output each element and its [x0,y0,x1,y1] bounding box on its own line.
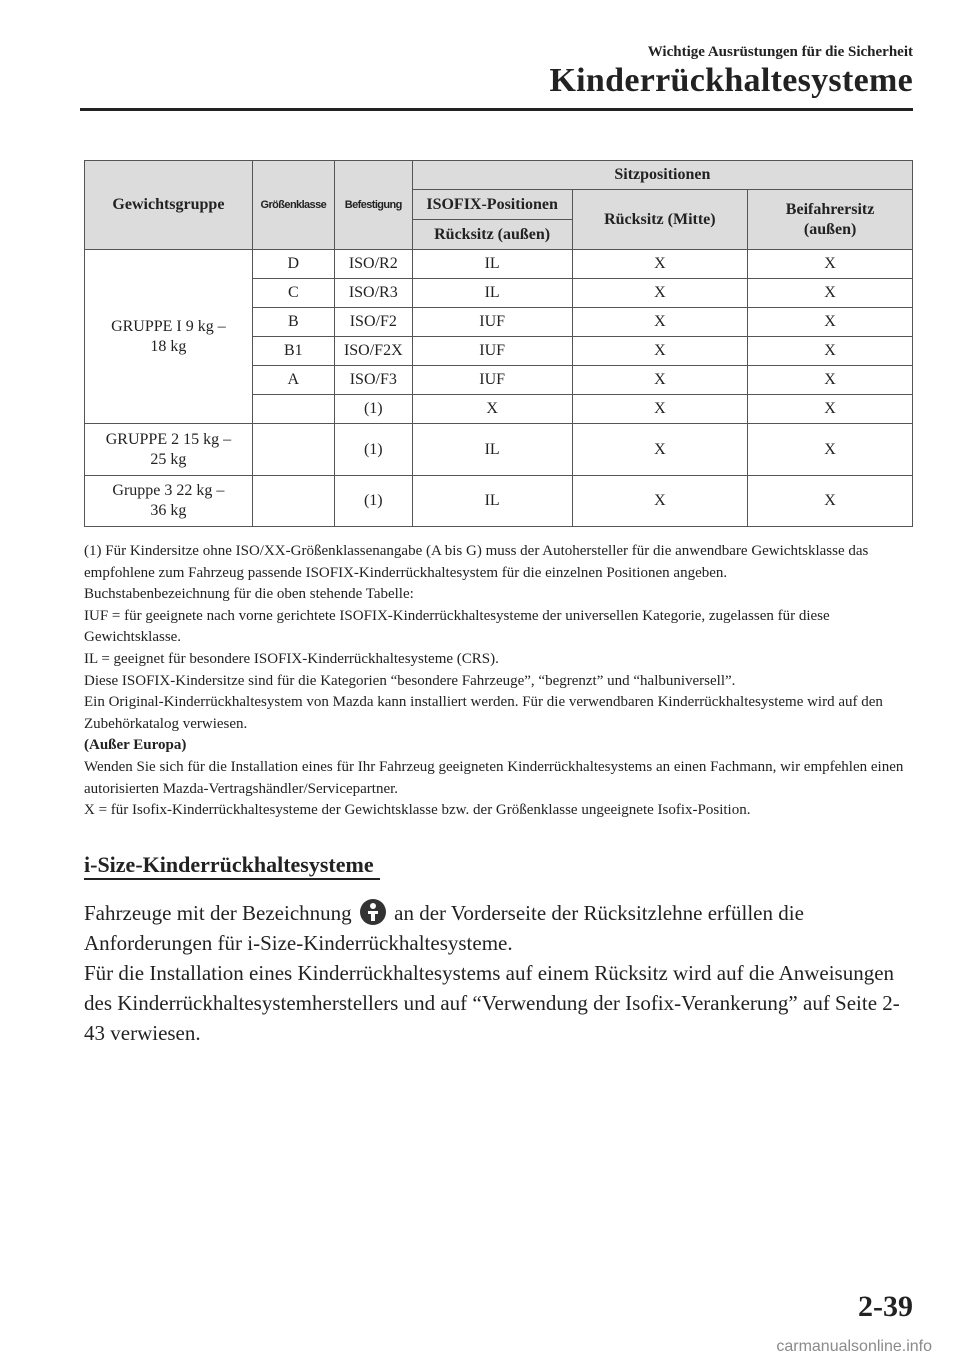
header-weight-group: Gewichtsgruppe [85,161,253,250]
note-paragraph: (1) Für Kindersitze ohne ISO/XX-Größenklassenangabe (A bis G) muss der Autohersteller für die anwendbare Gewichtsklasse das empfohlene zum Fahrzeug passende ISOFIX-Kinderrückhaltesystem für die einzelnen Positionen angeben. [84,543,869,581]
header-front-passenger [748,190,913,250]
isize-p1-before: Fahrzeuge mit der Bezeichnung [84,901,352,925]
weight-group-cell [85,250,253,424]
header-front-passenger-line2: (außen) [803,220,857,238]
front-passenger-cell: X [748,424,913,476]
rear-outer-cell: IUF [412,337,572,366]
rear-middle-cell: X [572,395,748,424]
rear-middle-cell: X [572,366,748,395]
page-title: Kinderrückhaltesysteme [549,62,913,99]
note-paragraph: Diese ISOFIX-Kindersitze sind für die Kategorien “besondere Fahrzeuge”, “begrenzt” und “halbuniversell”. [84,672,736,689]
table-row [85,250,913,279]
rear-middle-cell: X [572,337,748,366]
weight-group-label-line2: 18 kg [150,337,187,355]
header-seat-positions: Sitzpositionen [412,161,912,190]
weight-group-label-line1: GRUPPE 2 15 kg – [105,430,232,448]
size-class-cell [252,476,334,527]
weight-group-cell [85,476,253,527]
rear-outer-cell: IUF [412,366,572,395]
front-passenger-cell: X [748,337,913,366]
note-paragraph: IL = geeignet für besondere ISOFIX-Kinderrückhaltesysteme (CRS). [84,650,499,667]
watermark: carmanualsonline.info [776,1338,932,1355]
i-size-badge-icon [359,898,387,926]
rear-middle-cell: X [572,250,748,279]
fixture-cell: (1) [334,476,412,527]
rear-middle-cell: X [572,476,748,527]
rear-middle-cell: X [572,424,748,476]
isize-paragraph-1 [84,898,914,958]
note-paragraph: X = für Isofix-Kinderrückhaltesysteme der Gewichtsklasse bzw. der Größenklasse ungeeignete Isofix-Position. [84,802,751,819]
size-class-cell: D [252,250,334,279]
fixture-cell: ISO/R3 [334,279,412,308]
rear-middle-cell: X [572,308,748,337]
weight-group-label-line2: 36 kg [150,502,187,519]
isofix-table [84,160,913,527]
fixture-cell: ISO/R2 [334,250,412,279]
size-class-cell [252,395,334,424]
isize-p1-after: an der Vorderseite der Rücksitzlehne erfüllen die Anforderungen für i-Size-Kinderrückhaltesysteme. [84,901,804,955]
header-rear-outer: Rücksitz (außen) [412,220,572,250]
rear-outer-cell: IL [412,250,572,279]
header-fixture: Befestigung [334,161,412,250]
size-class-cell: B1 [252,337,334,366]
table-row [85,424,913,476]
fixture-cell: ISO/F2 [334,308,412,337]
front-passenger-cell: X [748,250,913,279]
note-paragraph: Wenden Sie sich für die Installation eines für Ihr Fahrzeug geeigneten Kinderrückhaltesystems an einen Fachmann, wir empfehlen einen autorisierten Mazda-Vertragshändler/Servicepartner. [84,758,904,797]
weight-group-cell [85,424,253,476]
header-isofix-positions: ISOFIX-Positionen [412,190,572,220]
note-paragraph: (Außer Europa) [84,737,187,754]
isize-section-title: i-Size-Kinderrückhaltesysteme [84,852,374,877]
rear-outer-cell: IL [412,424,572,476]
header-divider [80,108,913,111]
header-section-label: Wichtige Ausrüstungen für die Sicherheit [647,44,913,60]
rear-outer-cell: IL [412,476,572,527]
fixture-cell: ISO/F3 [334,366,412,395]
note-paragraph: Ein Original-Kinderrückhaltesystem von Mazda kann installiert werden. Für die verwendbaren Kinderrückhaltesysteme wird auf den Zubehörkatalog verwiesen. [84,694,883,732]
note-paragraph: Buchstabenbezeichnung für die oben stehende Tabelle: [84,586,414,603]
fixture-cell: (1) [334,424,412,476]
front-passenger-cell: X [748,395,913,424]
isize-body [84,898,914,1048]
size-class-cell [252,424,334,476]
fixture-cell: ISO/F2X [334,337,412,366]
rear-middle-cell: X [572,279,748,308]
table-notes [84,541,914,822]
weight-group-label-line2: 25 kg [150,450,187,468]
header-front-passenger-line1: Beifahrersitz [785,200,875,218]
isize-title-underline [84,878,380,880]
front-passenger-cell: X [748,366,913,395]
front-passenger-cell: X [748,279,913,308]
size-class-cell: A [252,366,334,395]
size-class-cell: C [252,279,334,308]
front-passenger-cell: X [748,308,913,337]
header-size-class: Größenklasse [252,161,334,250]
page-number: 2-39 [858,1290,913,1323]
header-rear-middle: Rücksitz (Mitte) [572,190,748,250]
fixture-cell: (1) [334,395,412,424]
rear-outer-cell: IUF [412,308,572,337]
rear-outer-cell: X [412,395,572,424]
isize-paragraph-2: Für die Installation eines Kinderrückhaltesystems auf einem Rücksitz wird auf die Anweisungen des Kinderrückhaltesystemherstellers und auf “Verwendung der Isofix-Verankerung” auf Seite 2-43 verwiesen. [84,961,900,1045]
note-paragraph: IUF = für geeignete nach vorne gerichtete ISOFIX-Kinderrückhaltesysteme der universellen Kategorie, zugelassen für diese Gewichtsklasse. [84,607,830,646]
table-row [85,476,913,527]
size-class-cell: B [252,308,334,337]
front-passenger-cell: X [748,476,913,527]
weight-group-label-line1: GRUPPE I 9 kg – [111,317,226,335]
weight-group-label-line1: Gruppe 3 22 kg – [112,482,225,499]
rear-outer-cell: IL [412,279,572,308]
